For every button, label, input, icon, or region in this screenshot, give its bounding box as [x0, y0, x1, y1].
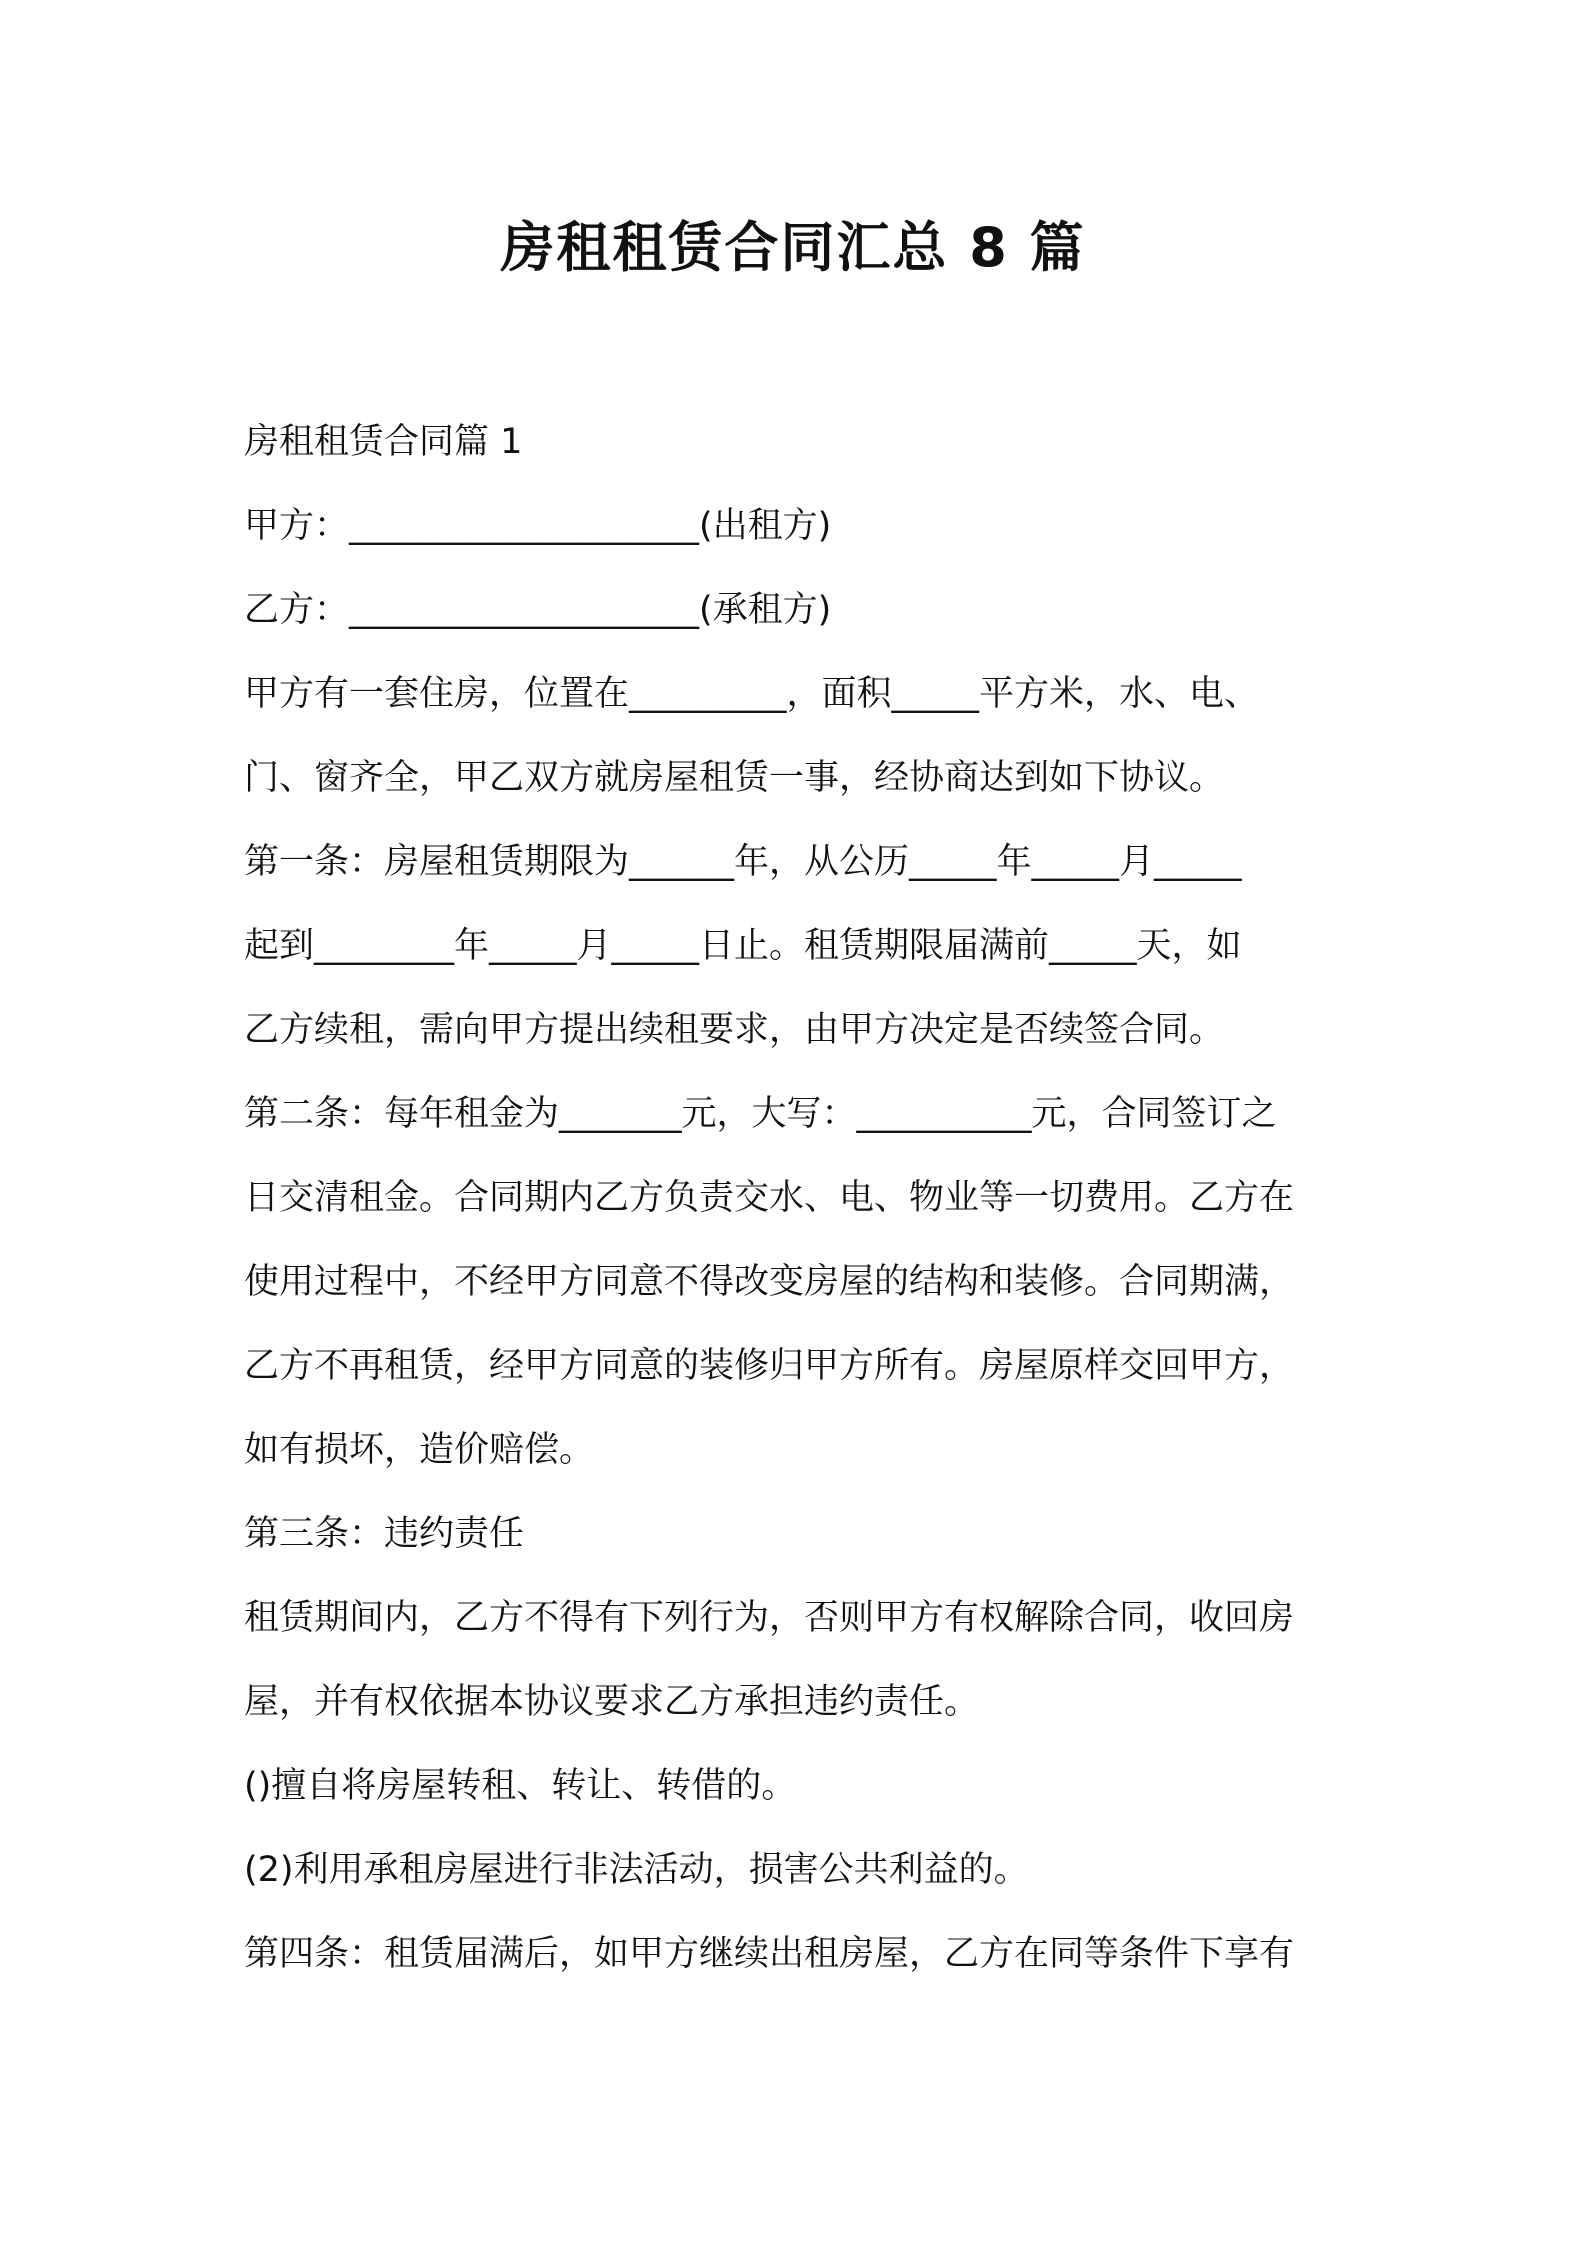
- clause-3-line: 屋，并有权依据本协议要求乙方承担违约责任。: [244, 1682, 980, 1722]
- document-title: 房租租赁合同汇总 8 篇: [500, 216, 1086, 279]
- clause-1-line: 乙方续租，需向甲方提出续租要求，由甲方决定是否续签合同。: [244, 1010, 1225, 1050]
- section-heading: 房租租赁合同篇 1: [244, 422, 523, 462]
- paragraph-line: 甲方有一套住房，位置在_________，面积_____平方米，水、电、: [244, 674, 1260, 714]
- clause-2-line: 第二条：每年租金为_______元，大写：__________元，合同签订之: [244, 1094, 1277, 1134]
- clause-2-line: 日交清租金。合同期内乙方负责交水、电、物业等一切费用。乙方在: [244, 1178, 1295, 1218]
- clause-3-line: 租赁期间内，乙方不得有下列行为，否则甲方有权解除合同，收回房: [244, 1598, 1295, 1638]
- paragraph-line: 门、窗齐全，甲乙双方就房屋租赁一事，经协商达到如下协议。: [244, 758, 1225, 798]
- clause-1-line: 第一条：房屋租赁期限为______年，从公历_____年_____月_____: [244, 842, 1242, 882]
- clause-3-item: (2)利用承租房屋进行非法活动，损害公共利益的。: [244, 1850, 1029, 1890]
- clause-2-line: 如有损坏，造价赔偿。: [244, 1430, 595, 1470]
- clause-1-line: 起到________年_____月_____日止。租赁期限届满前_____天，如: [244, 926, 1242, 966]
- document-body: [244, 400, 1354, 1996]
- clause-4-line: 第四条：租赁届满后，如甲方继续出租房屋，乙方在同等条件下享有: [244, 1934, 1295, 1974]
- clause-2-line: 使用过程中，不经甲方同意不得改变房屋的结构和装修。合同期满，: [244, 1262, 1295, 1302]
- clause-2-line: 乙方不再租赁，经甲方同意的装修归甲方所有。房屋原样交回甲方，: [244, 1346, 1295, 1386]
- clause-3-item: ()擅自将房屋转租、转让、转借的。: [244, 1766, 797, 1806]
- party-a-line: 甲方：____________________(出租方): [244, 506, 832, 546]
- clause-3-heading: 第三条：违约责任: [244, 1514, 525, 1554]
- party-b-line: 乙方：____________________(承租方): [244, 590, 832, 630]
